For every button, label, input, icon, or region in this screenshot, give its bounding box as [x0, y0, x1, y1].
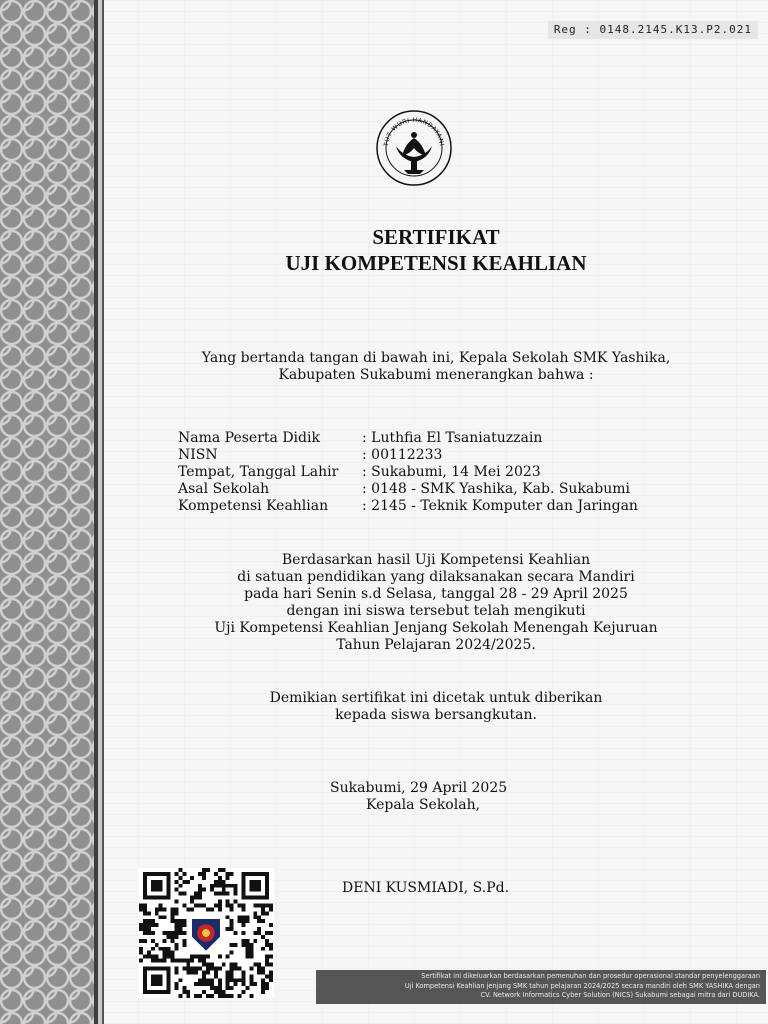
- footnote: Sertifikat ini dikeluarkan berdasarkan pemenuhan dan prosedur operasional standar penyelenggaraan Uji Kompetensi Keahlian jenjang SMK tahun pelajaran 2024/2025 secara mandiri oleh SMK YASHIKA dengan CV. Network Informatics Cyber Solution (NICS) Sukabumi sebagai mitra dari DUDIKA.: [316, 970, 766, 1004]
- participant-details: [178, 430, 638, 515]
- school-logo-icon: [188, 915, 223, 950]
- emblem-motto: TUT WURI HANDAYANI: [383, 116, 445, 147]
- detail-row-name: Nama Peserta Didik : Luthfia El Tsaniatuzzain: [178, 430, 543, 446]
- decorative-border: [0, 0, 94, 1024]
- registration-number: Reg : 0148.2145.K13.P2.021: [548, 21, 758, 39]
- certificate-subtitle: UJI KOMPETENSI KEAHLIAN: [285, 251, 587, 275]
- detail-row-competency: Kompetensi Keahlian : 2145 - Teknik Komputer dan Jaringan: [178, 498, 638, 514]
- border-line: [102, 0, 104, 1024]
- qr-code-icon: [138, 868, 274, 998]
- signer-role: Kepala Sekolah,: [366, 797, 481, 813]
- body-paragraph: Berdasarkan hasil Uji Kompetensi Keahlian di satuan pendidikan yang dilaksanakan secara Mandiri pada hari Senin s.d Selasa, tanggal 28 - 29 April 2025 dengan ini siswa tersebut telah mengikuti Uji Kompetensi Keahlian Jenjang Sekolah Menengah Kejuruan Tahun Pelajaran 2024/2025.: [214, 552, 658, 653]
- signer-name: DENI KUSMIADI, S.Pd.: [342, 880, 510, 896]
- detail-row-birth: Tempat, Tanggal Lahir : Sukabumi, 14 Mei 2023: [178, 464, 541, 480]
- detail-row-school: Asal Sekolah : 0148 - SMK Yashika, Kab. Sukabumi: [178, 481, 631, 497]
- closing-paragraph: Demikian sertifikat ini dicetak untuk diberikan kepada siswa bersangkutan.: [269, 690, 603, 723]
- place-date: Sukabumi, 29 April 2025: [330, 780, 508, 796]
- detail-row-nisn: NISN : 00112233: [178, 447, 443, 463]
- tut-wuri-handayani-emblem-icon: [374, 108, 454, 188]
- intro-paragraph: Yang bertanda tangan di bawah ini, Kepala Sekolah SMK Yashika, Kabupaten Sukabumi menerangkan bahwa :: [201, 350, 671, 383]
- certificate-title: SERTIFIKAT: [372, 225, 500, 249]
